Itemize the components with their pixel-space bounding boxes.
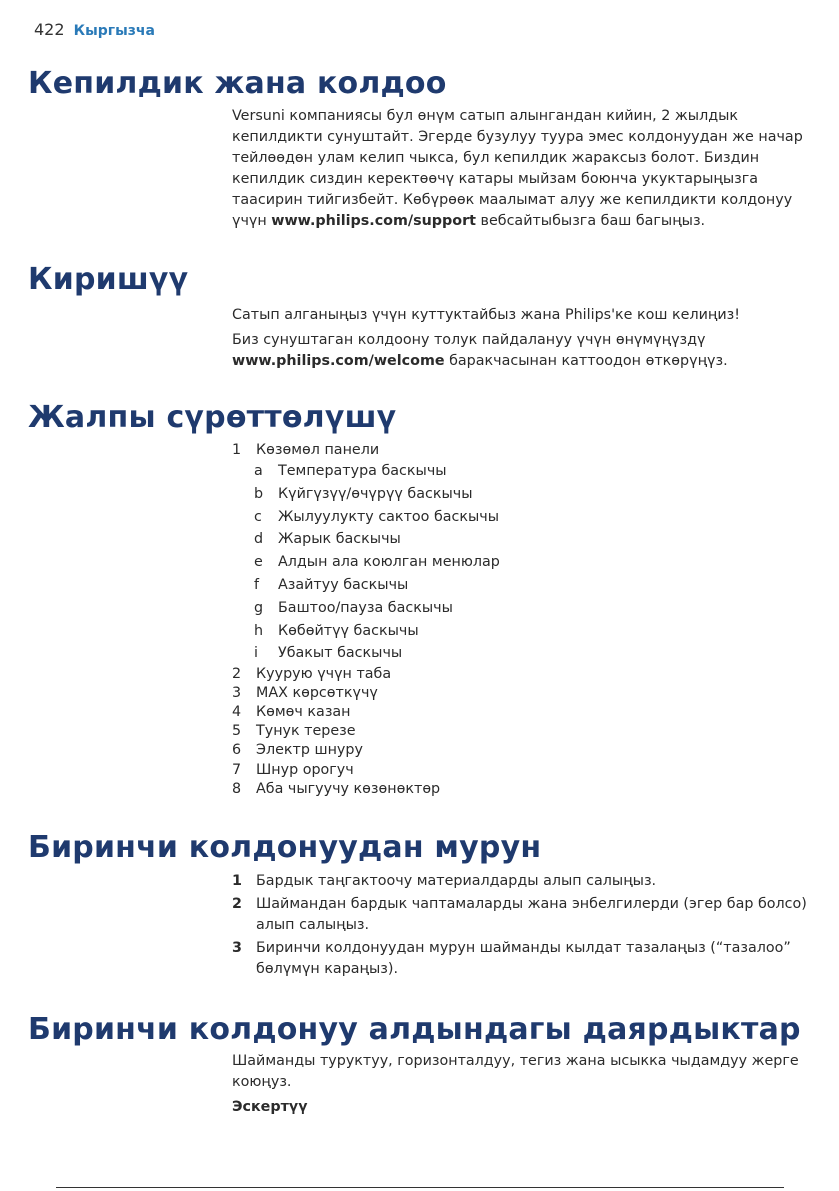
list-item: 5 Тунук терезе [232,723,356,739]
step-item: 3 Биринчи колдонуудан мурун шайманды кылдат тазалаңыз (“тазалоо” бөлүмүн караңыз). [232,940,791,977]
before-first-use-heading: Биринчи колдонуудан мурун [28,830,542,865]
step-item: 1 Бардык таңгактоочу материалдарды алып салыңыз. [232,873,657,889]
warranty-text-end: вебсайтыбызга баш багыңыз. [480,213,706,229]
list-subitem: f Азайтуу баскычы [254,577,409,593]
list-item: 2 Куурую үчүн таба [232,666,392,682]
page-number: 422 [34,20,65,39]
list-subitem: g Баштоо/пауза баскычы [254,600,453,616]
intro-heading: Киришүү [28,262,189,297]
step-item: 2 Шаймандан бардык чаптамаларды жана энбелгилерди (эгер бар болсо) алып салыңыз. [232,896,807,933]
list-subitem: d Жарык баскычы [254,531,401,547]
list-item: 4 Көмөч казан [232,704,351,720]
intro-paragraph [232,305,807,372]
list-item: 3 MAX көрсөткүчү [232,685,378,701]
list-item: 1 Көзөмөл панели [232,442,380,458]
list-subitem: e Алдын ала коюлган менюлар [254,554,500,570]
intro-line-1: Сатып алганыңыз үчүн куттуктайбыз жана Philips'ке кош келиңиз! [232,307,740,323]
preparation-text: Шайманды туруктуу, горизонталдуу, тегиз жана ысыкка чыдамдуу жерге коюңуз. [232,1053,799,1090]
welcome-link[interactable]: www.philips.com/welcome [232,353,445,369]
preparation-heading: Биринчи колдонуу алдындагы даярдыктар [28,1012,801,1047]
warranty-heading: Кепилдик жана колдоо [28,66,447,101]
list-subitem: a Температура баскычы [254,463,447,479]
list-subitem: c Жылуулукту сактоо баскычы [254,509,500,525]
note-label: Эскертүү [232,1099,308,1115]
footer-divider [56,1187,784,1188]
intro-line-2: Биз сунуштаган колдоону толук пайдалануу үчүн өнүмүңүздү [232,332,706,348]
preparation-paragraph [232,1051,807,1118]
list-subitem: b Күйгүзүү/өчүрүү баскычы [254,486,473,502]
warranty-paragraph [232,106,807,232]
list-item: 7 Шнур орогуч [232,762,354,778]
warranty-text: Versuni компаниясы бул өнүм сатып алынгандан кийин, 2 жылдык кепилдикти сунуштайт. Эгерде бузулуу туура эмес колдонуудан же начар тейлөөдөн улам келип чыкса, бул кепилдик жараксыз болот. Биздин кепилдик сиздин керектөөчү катары мыйзам боюнча укуктарыңызга таасирин тийгизбейт. Көбүрөөк маалымат алуу же кепилдикти колдонуу үчүн [232,108,803,229]
list-item: 6 Электр шнуру [232,742,363,758]
intro-line-2-end: баракчасынан каттоодон өткөрүңүз. [449,353,728,369]
support-link[interactable]: www.philips.com/support [271,213,476,229]
list-subitem: h Көбөйтүү баскычы [254,623,419,639]
list-subitem: i Убакыт баскычы [254,645,403,661]
overview-heading: Жалпы сүрөттөлүшү [28,400,397,435]
page-header [34,20,155,39]
list-item: 8 Аба чыгуучу көзөнөктөр [232,781,441,797]
language-label: Кыргызча [73,23,155,39]
